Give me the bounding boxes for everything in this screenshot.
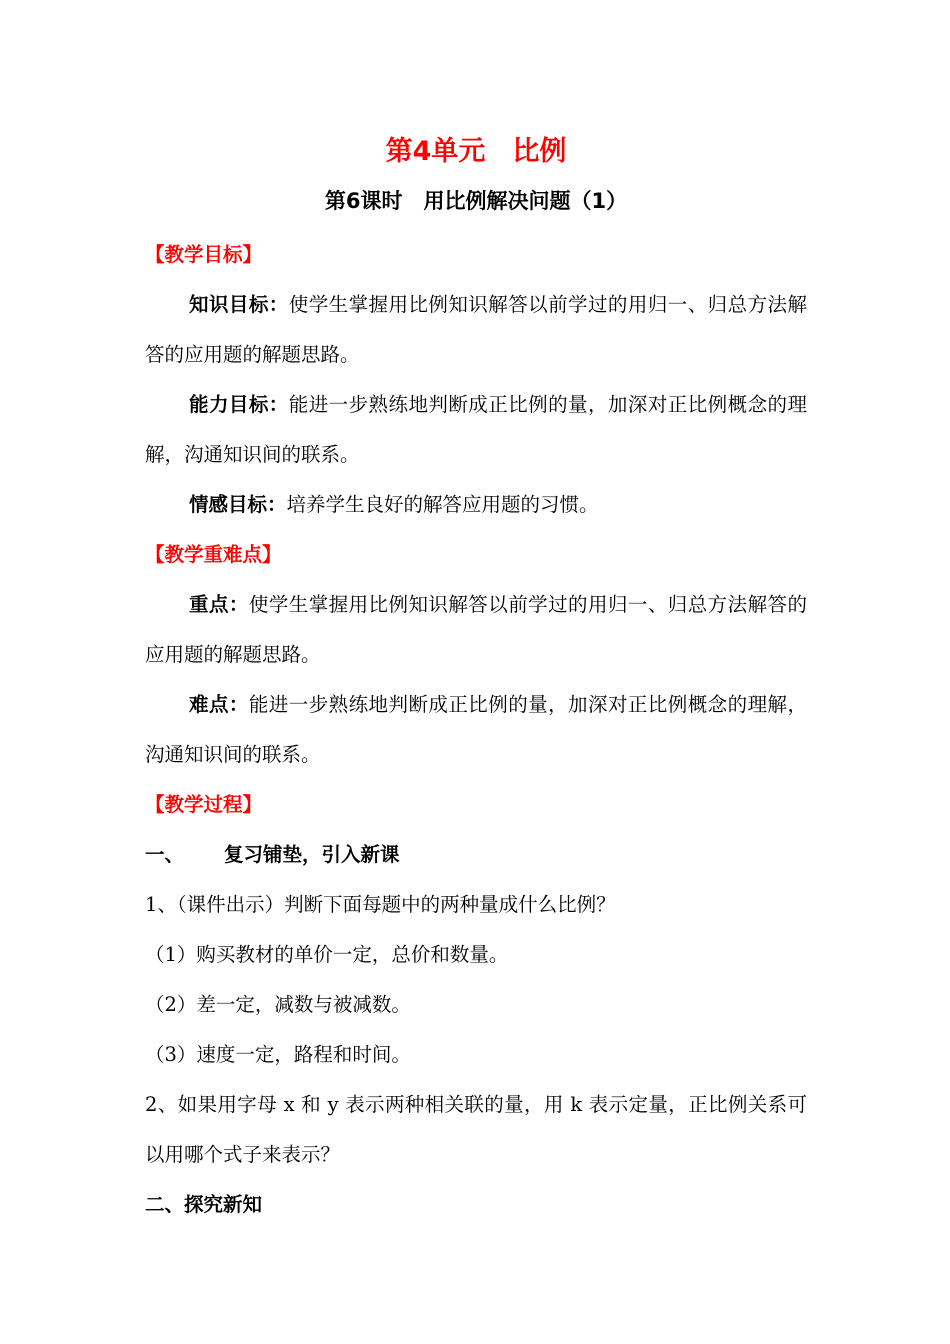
- key-point: [145, 580, 807, 680]
- emotion-goal: [145, 480, 807, 530]
- document-body: [145, 230, 807, 1230]
- ability-goal-label: 能力目标：: [189, 393, 289, 416]
- ability-goal-text: 能进一步熟练地判断成正比例的量，加深对正比例概念的理解，沟通知识间的联系。: [145, 393, 807, 466]
- review-sub-item-1: （1）购买教材的单价一定，总价和数量。: [145, 943, 509, 966]
- review-sub-item-3: （3）速度一定，路程和时间。: [145, 1043, 411, 1066]
- lesson-subtitle: 第6课时 用比例解决问题（1）: [324, 189, 628, 213]
- key-point-label: 重点：: [189, 593, 249, 616]
- section-heading-key-points: 【教学重难点】: [145, 543, 282, 566]
- knowledge-goal-text: 使学生掌握用比例知识解答以前学过的用归一、归总方法解答的应用题的解题思路。: [145, 293, 807, 366]
- review-item-1: 1、（课件出示）判断下面每题中的两种量成什么比例？: [145, 893, 616, 916]
- review-sub-item-2: （2）差一定，减数与被减数。: [145, 993, 411, 1016]
- part-one-number: 一、: [145, 843, 185, 866]
- part-two-heading: 二、探究新知: [145, 1193, 263, 1216]
- part-one-heading: [145, 830, 807, 880]
- emotion-goal-label: 情感目标：: [189, 493, 287, 516]
- section-heading-goals: 【教学目标】: [145, 243, 263, 266]
- difficult-point-label: 难点：: [189, 693, 249, 716]
- difficult-point-text: 能进一步熟练地判断成正比例的量，加深对正比例概念的理解，沟通知识间的联系。: [145, 693, 807, 766]
- emotion-goal-text: 培养学生良好的解答应用题的习惯。: [286, 493, 599, 516]
- review-item-2: 2、如果用字母 x 和 y 表示两种相关联的量，用 k 表示定量，正比例关系可以用哪个式子来表示？: [145, 1093, 807, 1166]
- unit-title: 第4单元 比例: [385, 136, 567, 167]
- ability-goal: [145, 380, 807, 480]
- part-one-title: 复习铺垫，引入新课: [224, 843, 400, 866]
- key-point-text: 使学生掌握用比例知识解答以前学过的用归一、归总方法解答的应用题的解题思路。: [145, 593, 807, 666]
- knowledge-goal: [145, 280, 807, 380]
- section-heading-process: 【教学过程】: [145, 793, 263, 816]
- knowledge-goal-label: 知识目标：: [189, 293, 289, 316]
- difficult-point: [145, 680, 807, 780]
